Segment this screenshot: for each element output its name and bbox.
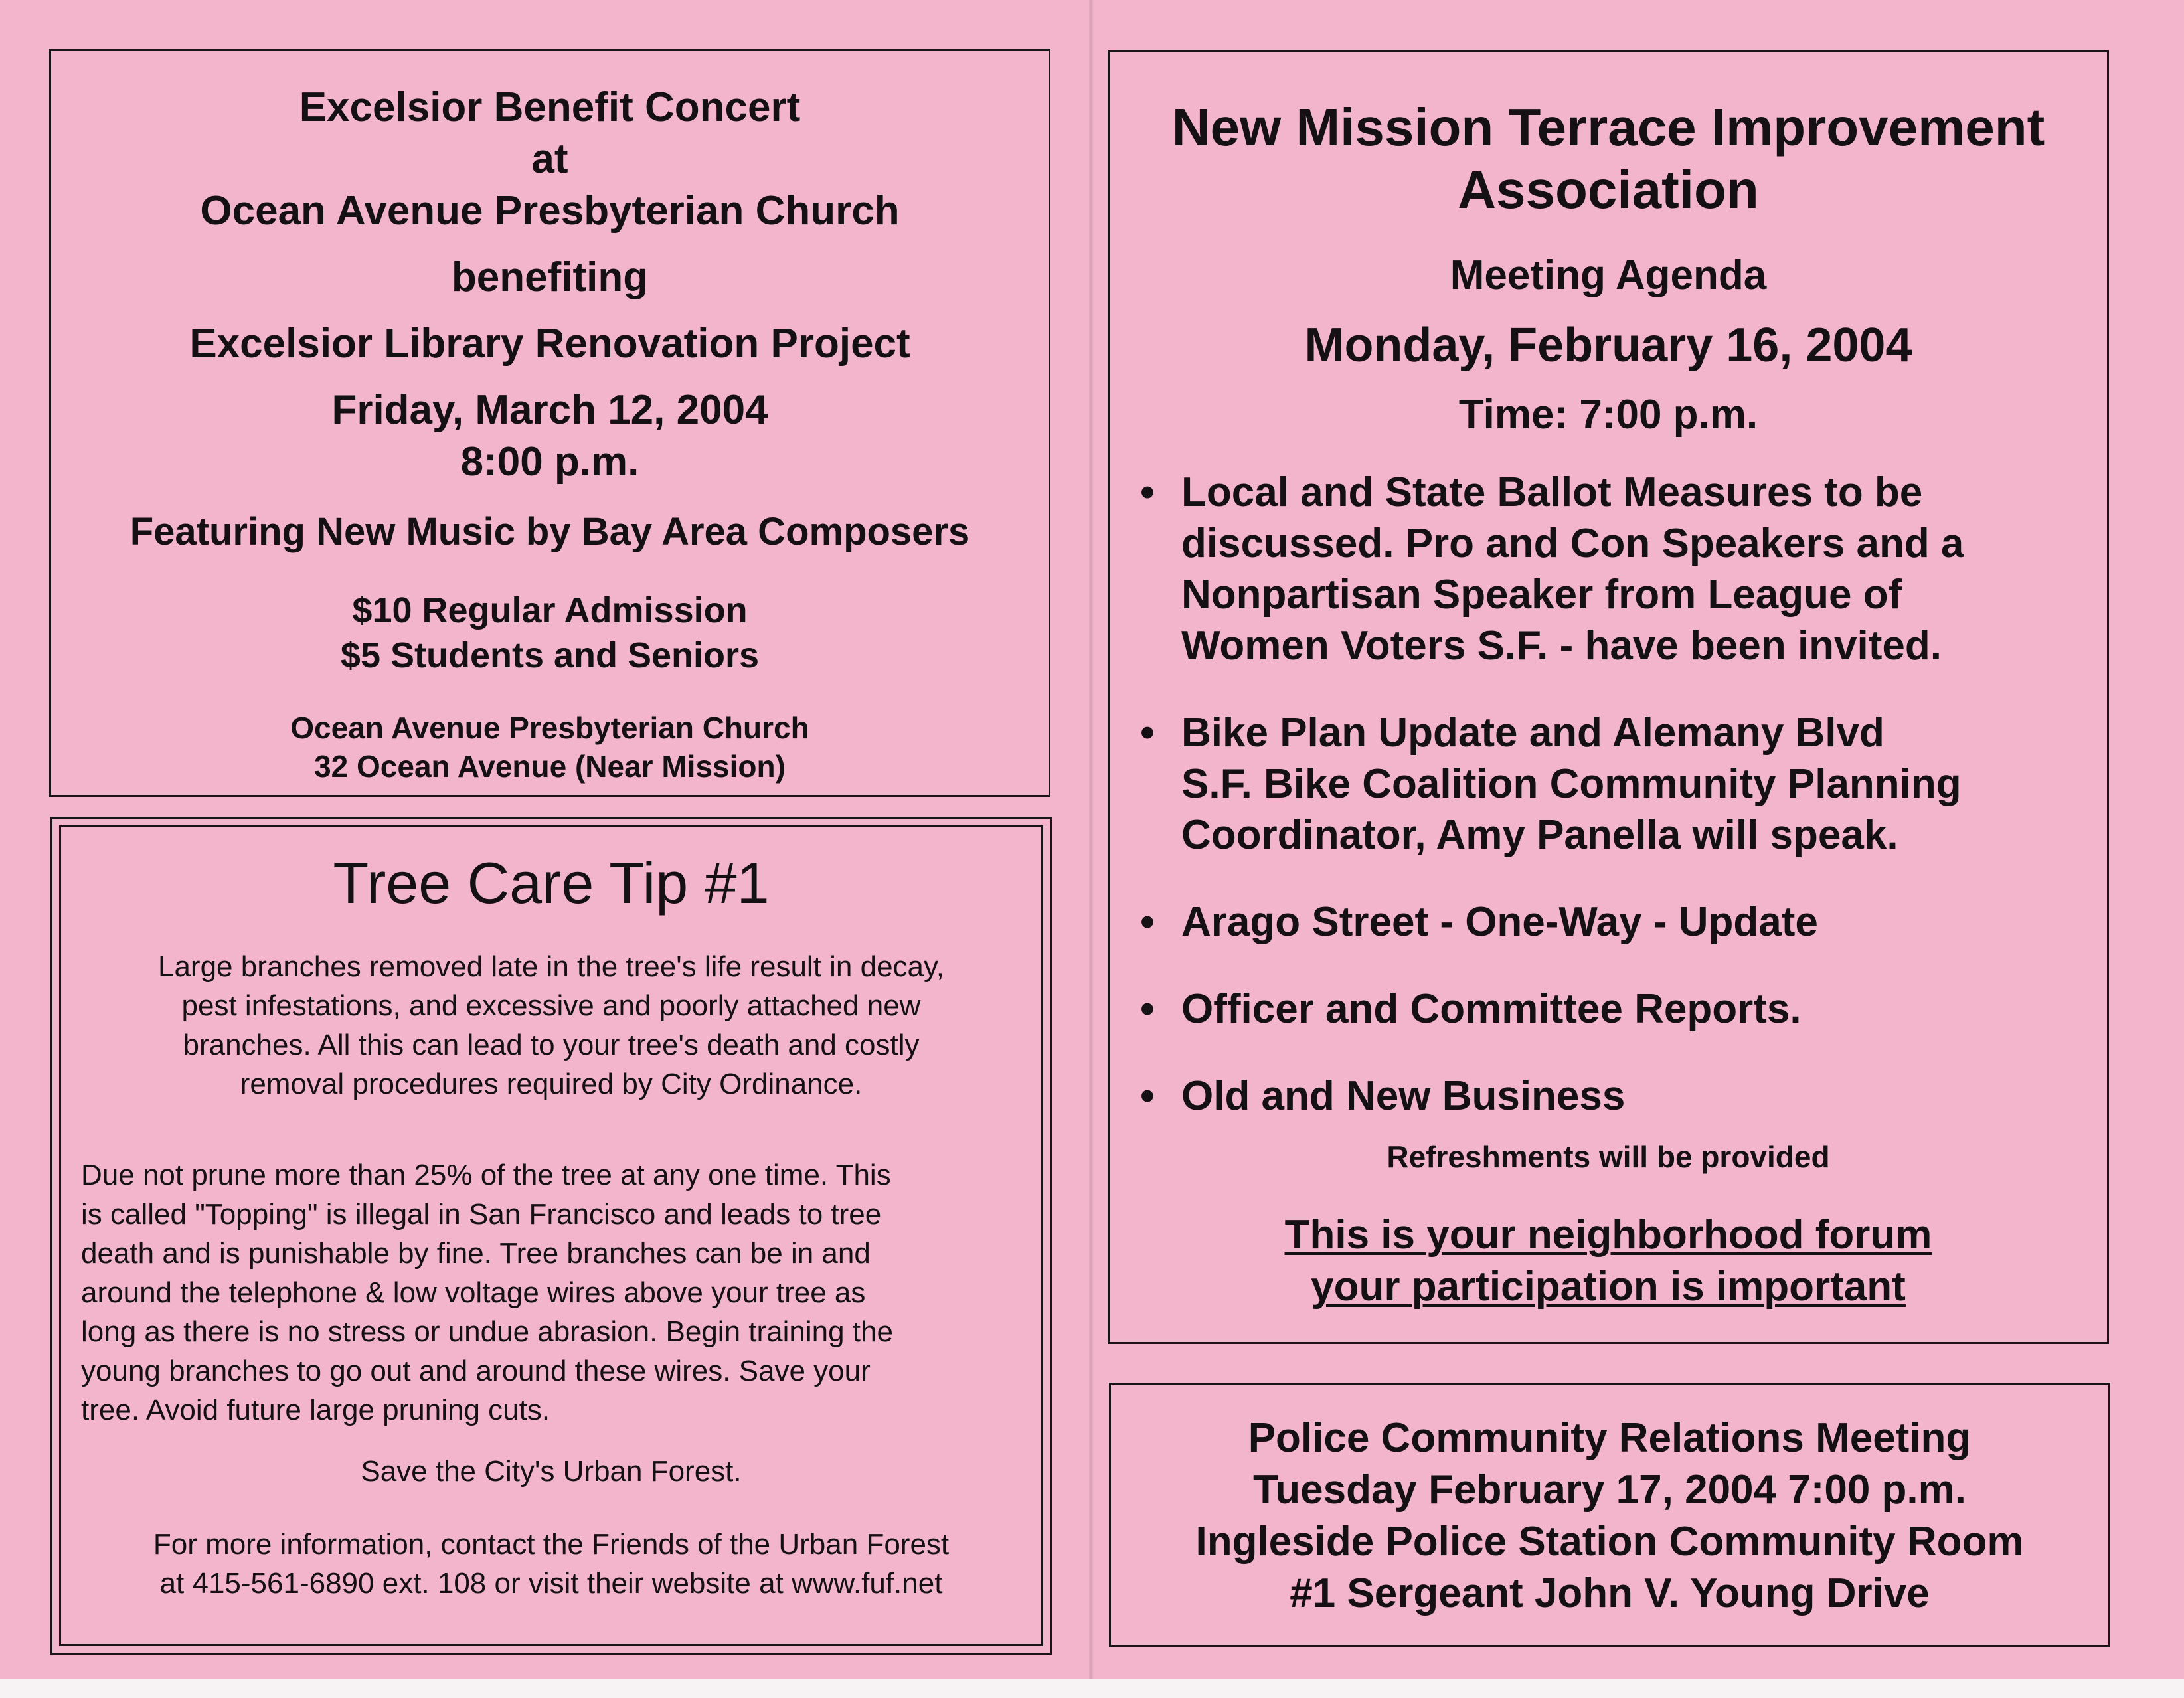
- agenda-list: [1131, 467, 2087, 1157]
- police-meeting-notice: [1109, 1383, 2110, 1647]
- meeting-time: Time: 7:00 p.m.: [1458, 392, 1758, 438]
- paper-edge: [0, 1679, 2184, 1698]
- forum-message: This is your neighborhood forum your participation is important: [1284, 1212, 1932, 1310]
- concert-time: 8:00 p.m.: [460, 439, 639, 485]
- admission-regular: $10 Regular Admission: [352, 590, 748, 630]
- concert-date: Friday, March 12, 2004: [331, 387, 768, 433]
- concert-address-street: 32 Ocean Avenue (Near Mission): [314, 749, 786, 784]
- police-meeting-location: Ingleside Police Station Community Room: [1195, 1519, 2024, 1565]
- police-meeting-title: Police Community Relations Meeting: [1248, 1415, 1972, 1461]
- concert-title: Excelsior Benefit Concert: [299, 84, 801, 130]
- agenda-item: • Local and State Ballot Measures to be discussed. Pro and Con Speakers and a Nonpartisan Speaker from League of Women Voters S.F. - have been invited.: [1131, 467, 2087, 671]
- tree-care-paragraph-1: Large branches removed late in the tree's life result in decay, pest infestations, and excessive and poorly attached new branches. All this can lead to your tree's death and costly removal procedures required by City Ordinance.: [157, 950, 944, 1100]
- admission-students: $5 Students and Seniors: [340, 636, 760, 675]
- refreshments-note: Refreshments will be provided: [1386, 1140, 1830, 1174]
- concert-venue: Ocean Avenue Presbyterian Church: [200, 188, 900, 234]
- police-meeting-datetime: Tuesday February 17, 2004 7:00 p.m.: [1252, 1467, 1967, 1513]
- meeting-date: Monday, February 16, 2004: [1304, 319, 1912, 372]
- tree-care-contact: For more information, contact the Friends of the Urban Forest at 415-561-6890 ext. 108 or visit their website at www.fuf.net: [153, 1528, 950, 1600]
- concert-featuring: Featuring New Music by Bay Area Composers: [129, 510, 970, 553]
- bullet-icon: •: [1140, 899, 1155, 945]
- concert-address-name: Ocean Avenue Presbyterian Church: [290, 711, 809, 745]
- association-name: New Mission Terrace Improvement Association: [1171, 98, 2045, 219]
- agenda-item: • Old and New Business: [1131, 1070, 2087, 1122]
- agenda-item: • Officer and Committee Reports.: [1131, 983, 2087, 1035]
- tree-care-tip: [50, 817, 1052, 1655]
- police-meeting-text: [1111, 1412, 2108, 1620]
- bullet-icon: •: [1140, 469, 1155, 515]
- bullet-icon: •: [1140, 986, 1155, 1032]
- agenda-item: • Arago Street - One-Way - Update: [1131, 896, 2087, 948]
- bullet-icon: •: [1140, 710, 1155, 756]
- tree-care-inner-border: [59, 825, 1043, 1646]
- bullet-icon: •: [1140, 1073, 1155, 1119]
- agenda-label: Meeting Agenda: [1450, 252, 1767, 298]
- concert-announcement: [49, 49, 1050, 797]
- agenda-item: • Bike Plan Update and Alemany Blvd S.F. Bike Coalition Community Planning Coordinator, Amy Panella will speak.: [1131, 707, 2087, 861]
- concert-benefiting: benefiting: [451, 254, 649, 300]
- police-meeting-address: #1 Sergeant John V. Young Drive: [1290, 1571, 1930, 1616]
- concert-project: Excelsior Library Renovation Project: [189, 321, 910, 367]
- association-meeting-agenda: [1108, 50, 2109, 1344]
- concert-at: at: [531, 136, 568, 182]
- tree-care-slogan: Save the City's Urban Forest.: [361, 1455, 742, 1487]
- tree-care-title: Tree Care Tip #1: [333, 850, 770, 916]
- page-fold: [1089, 0, 1093, 1679]
- tree-care-paragraph-2: Due not prune more than 25% of the tree at any one time. This is called "Topping" is illegal in San Francisco and leads to tree death and is punishable by fine. Tree branches can be in and around the telephone & low voltage wires above your tree as long as there is no stress or undue abrasion. Begin training the young branches to go out and around these wires. Save your tree. Avoid future large pruning cuts.: [81, 1159, 893, 1426]
